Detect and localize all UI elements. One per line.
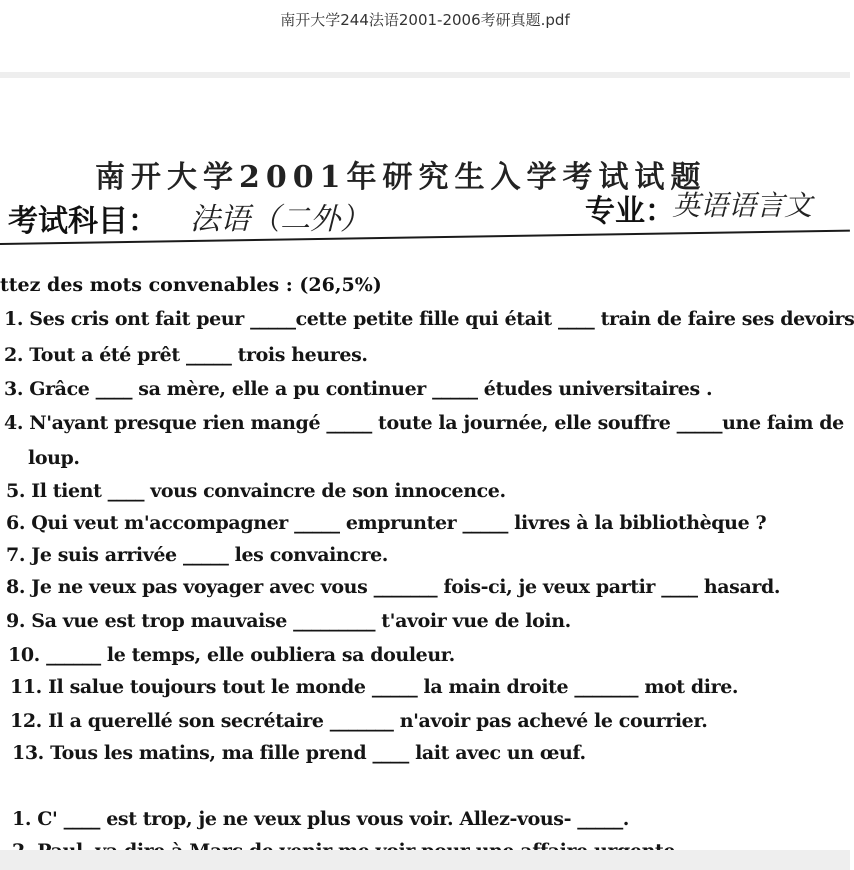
exercise-line: loup. [28, 447, 80, 469]
exercise-line: 12. Il a querellé son secrétaire _______ n'avoir pas achevé le courrier. [10, 710, 708, 732]
pdf-page[interactable] [0, 78, 854, 850]
exercise-line: 3. Grâce ____ sa mère, elle a pu continuer _____ études universitaires . [4, 378, 713, 400]
subject-label: 考试科目： [8, 204, 158, 239]
exercise-line: 13. Tous les matins, ma fille prend ____ lait avec un œuf. [12, 742, 586, 764]
exercise-line: 1. Ses cris ont fait peur _____cette petite fille qui était ____ train de faire ses devoirs [4, 308, 854, 330]
exercise-line: 7. Je suis arrivée _____ les convaincre. [6, 544, 389, 566]
bottom-scroll-area[interactable] [0, 850, 850, 870]
exercise-line: 8. Je ne veux pas voyager avec vous _______ fois-ci, je veux partir ____ hasard. [6, 576, 781, 598]
scanned-exam-image [0, 78, 854, 850]
exercise-line: 6. Qui veut m'accompagner _____ emprunter _____ livres à la bibliothèque ? [6, 512, 767, 534]
exercise-line: 2. Tout a été prêt _____ trois heures. [4, 344, 368, 366]
cut-off-header: 南开大学2001年研究生入学考试试题 [95, 160, 707, 195]
exercise-line: 4. N'ayant presque rien mangé _____ toute la journée, elle souffre _____une faim de [4, 412, 844, 434]
exercise-line: 9. Sa vue est trop mauvaise _________ t'avoir vue de loin. [6, 610, 571, 632]
subject-handwritten-value: 法语（二外） [190, 202, 370, 237]
exercise-line: 5. Il tient ____ vous convaincre de son innocence. [6, 480, 506, 502]
major-label: 专业： [585, 194, 675, 229]
exercise-line: 10. ______ le temps, elle oubliera sa douleur. [8, 644, 455, 666]
document-title: 南开大学244法语2001-2006考研真题.pdf [280, 11, 570, 29]
section-title: ttez des mots convenables : (26,5%) [0, 274, 382, 296]
exercise-line: 1. C' ____ est trop, je ne veux plus vous voir. Allez-vous- _____. [12, 808, 630, 830]
viewer-title-bar [0, 0, 850, 72]
exercise-line: 11. Il salue toujours tout le monde _____ la main droite _______ mot dire. [10, 676, 739, 698]
major-handwritten-value: 英语语言文 [672, 189, 813, 222]
